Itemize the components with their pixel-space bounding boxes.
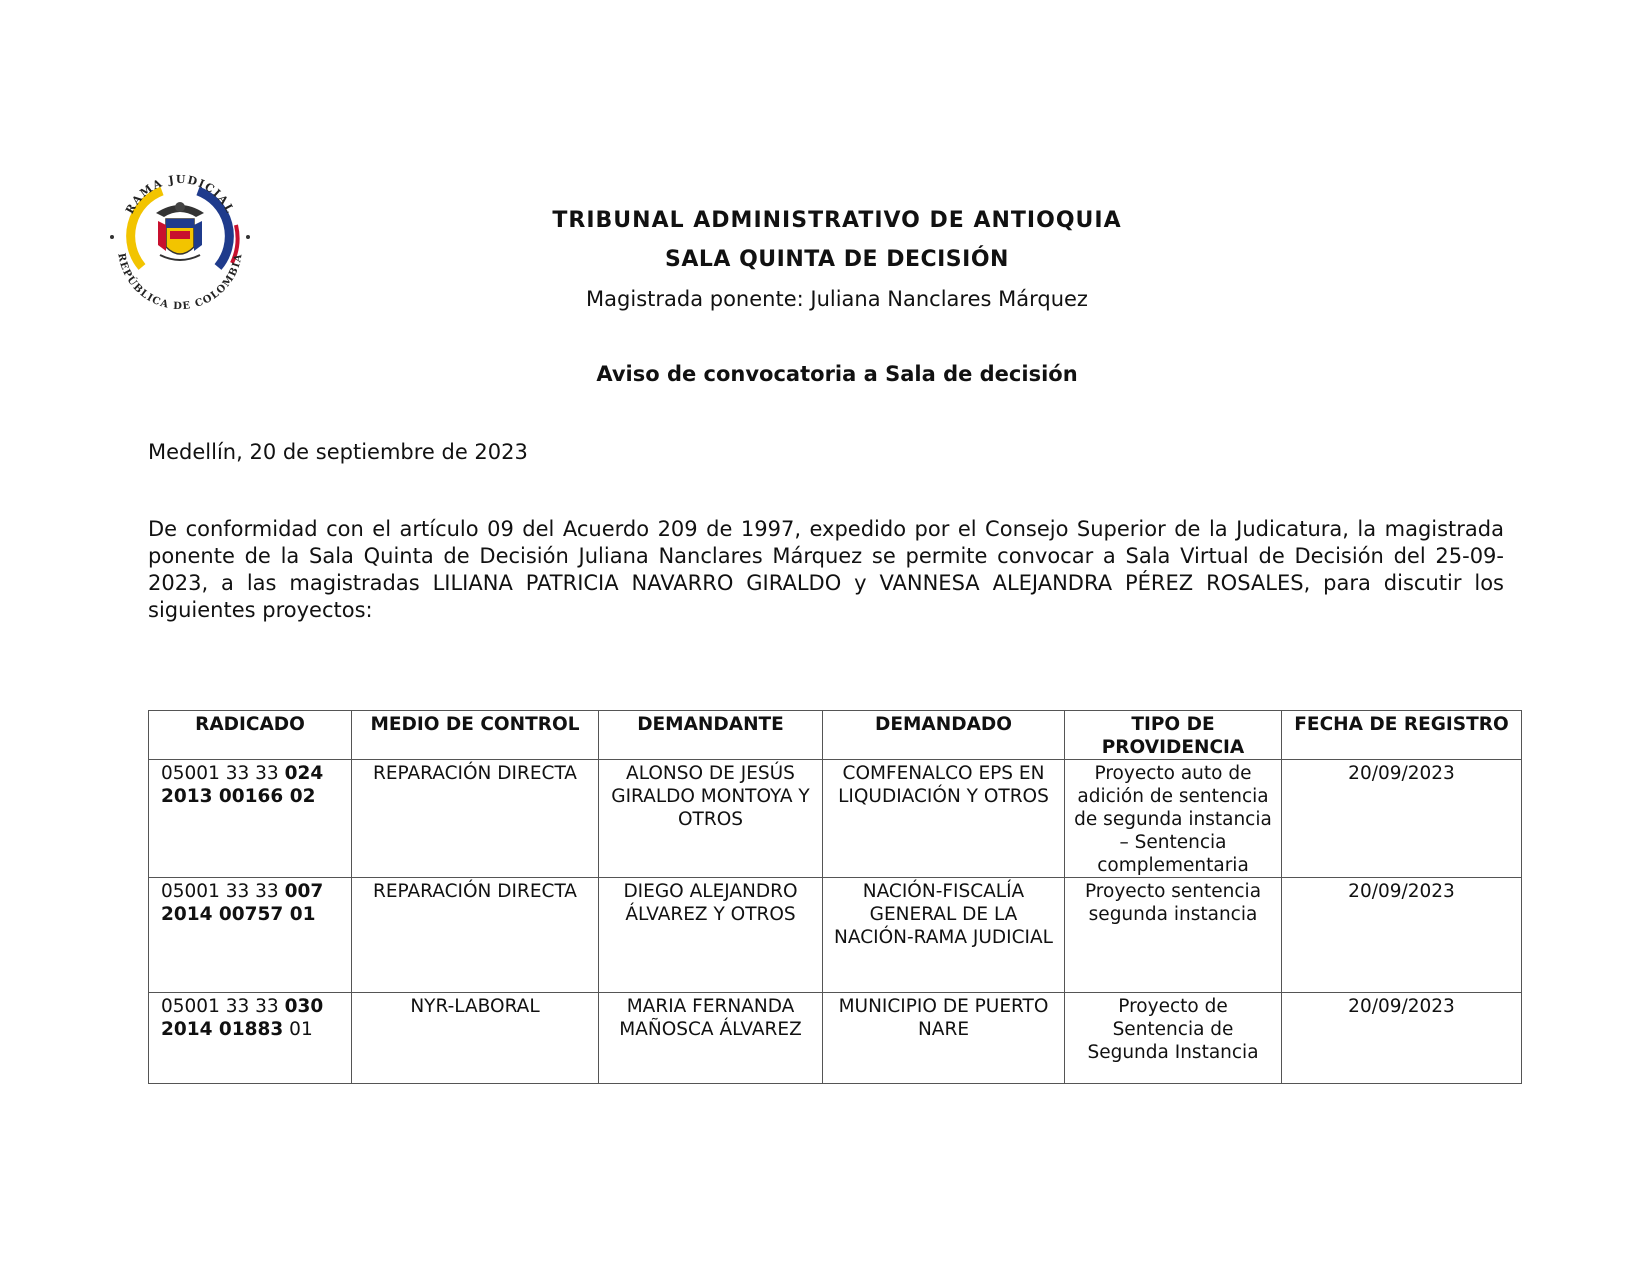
cell-demandado: MUNICIPIO DE PUERTO NARE — [823, 993, 1065, 1084]
col-medio-de-control: MEDIO DE CONTROL — [352, 711, 599, 760]
table-row — [149, 993, 1522, 1084]
cell-radicado: 05001 33 33 030 2014 01883 01 — [149, 993, 352, 1084]
cell-demandante: MARIA FERNANDA MAÑOSCA ÁLVAREZ — [599, 993, 823, 1084]
projects-table — [148, 710, 1522, 1084]
col-demandado: DEMANDADO — [823, 711, 1065, 760]
seal-bottom-text: REPÚBLICA DE COLOMBIA — [115, 252, 245, 313]
cell-fecha: 20/09/2023 — [1282, 993, 1522, 1084]
cell-fecha: 20/09/2023 — [1282, 878, 1522, 993]
col-fecha-de-registro: FECHA DE REGISTRO — [1282, 711, 1522, 760]
cell-radicado: 05001 33 33 024 2013 00166 02 — [149, 760, 352, 878]
cell-demandante: ALONSO DE JESÚS GIRALDO MONTOYA Y OTROS — [599, 760, 823, 878]
court-title: TRIBUNAL ADMINISTRATIVO DE ANTIOQUIA — [552, 208, 1122, 233]
cell-demandado: COMFENALCO EPS EN LIQUDIACIÓN Y OTROS — [823, 760, 1065, 878]
cell-demandante: DIEGO ALEJANDRO ÁLVAREZ Y OTROS — [599, 878, 823, 993]
cell-medio: REPARACIÓN DIRECTA — [352, 760, 599, 878]
cell-medio: NYR-LABORAL — [352, 993, 599, 1084]
date-line: Medellín, 20 de septiembre de 2023 — [148, 440, 528, 464]
cell-fecha: 20/09/2023 — [1282, 760, 1522, 878]
col-demandante: DEMANDANTE — [599, 711, 823, 760]
notice-title: Aviso de convocatoria a Sala de decisión — [596, 362, 1078, 386]
chamber-title: SALA QUINTA DE DECISIÓN — [665, 247, 1009, 272]
table-header-row — [149, 711, 1522, 760]
cell-radicado: 05001 33 33 007 2014 00757 01 — [149, 878, 352, 993]
body-paragraph: De conformidad con el artículo 09 del Acuerdo 209 de 1997, expedido por el Consejo Superior de la Judicatura, la magistrada ponente de la Sala Quinta de Decisión Juliana Nanclares Márquez se permite convocar a Sala Virtual de Decisión del 25-09-2023, a las magistradas LILIANA PATRICIA NAVARRO GIRALDO y VANNESA ALEJANDRA PÉREZ ROSALES, para discutir los siguientes proyectos: — [148, 517, 1504, 622]
cell-tipo: Proyecto de Sentencia de Segunda Instancia — [1065, 993, 1282, 1084]
col-tipo-de-providencia: TIPO DE PROVIDENCIA — [1065, 711, 1282, 760]
seal-top-text: RAMA JUDICIAL — [123, 172, 237, 217]
cell-tipo: Proyecto sentencia segunda instancia — [1065, 878, 1282, 993]
magistrate-line: Magistrada ponente: Juliana Nanclares Márquez — [586, 287, 1088, 311]
cell-tipo: Proyecto auto de adición de sentencia de segunda instancia – Sentencia complementaria — [1065, 760, 1282, 878]
cell-demandado: NACIÓN-FISCALÍA GENERAL DE LA NACIÓN-RAMA JUDICIAL — [823, 878, 1065, 993]
col-radicado: RADICADO — [149, 711, 352, 760]
table-row — [149, 760, 1522, 878]
table-row — [149, 878, 1522, 993]
cell-medio: REPARACIÓN DIRECTA — [352, 878, 599, 993]
